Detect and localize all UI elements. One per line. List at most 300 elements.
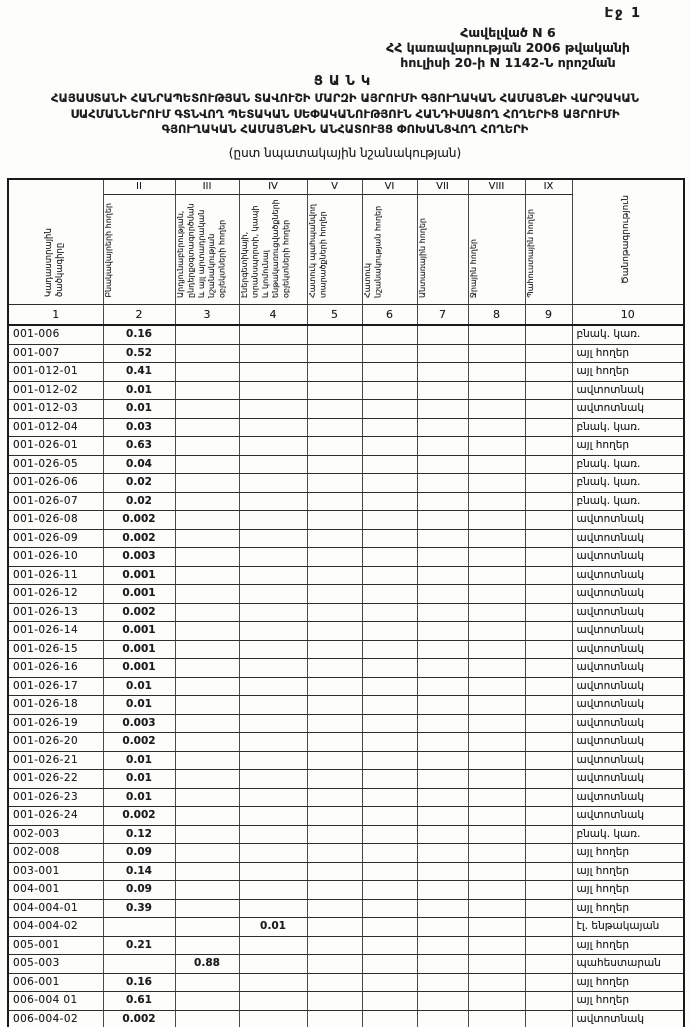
appendix-line: Հավելված N 6 <box>460 25 556 40</box>
cell-residential: 0.003 <box>103 548 175 567</box>
cell-industrial: 0.88 <box>175 955 239 974</box>
cell-industrial <box>175 344 239 363</box>
cell-energy-transport <box>239 659 307 678</box>
cell-note: այլ հողեր <box>572 363 684 382</box>
cell-note: ավտոտնակ <box>572 585 684 604</box>
cell-water <box>468 418 525 437</box>
cell-water <box>468 566 525 585</box>
cell-energy-transport <box>239 881 307 900</box>
cell-forest <box>417 881 468 900</box>
cell-residential: 0.01 <box>103 400 175 419</box>
cell-industrial <box>175 881 239 900</box>
cell-special-purpose <box>362 788 417 807</box>
cell-special-purpose <box>362 325 417 344</box>
cell-code: 001-006 <box>8 325 103 344</box>
cell-reserve <box>525 640 572 659</box>
cell-residential: 0.02 <box>103 474 175 493</box>
cell-reserve <box>525 363 572 382</box>
cell-special-purpose <box>362 770 417 789</box>
cell-reserve <box>525 1010 572 1027</box>
roman-numeral: III <box>175 179 239 195</box>
table-row <box>8 807 684 826</box>
cell-water <box>468 825 525 844</box>
cell-industrial <box>175 511 239 530</box>
cell-energy-transport <box>239 622 307 641</box>
cell-energy-transport <box>239 381 307 400</box>
appendix-line: հուլիսի 20-ի N 1142-Ն որոշման <box>400 54 616 70</box>
roman-numeral: IV <box>239 179 307 195</box>
cell-forest <box>417 918 468 937</box>
cell-reserve <box>525 325 572 344</box>
heading-subtitle: (ըստ նպատակային նշանակության) <box>228 146 462 160</box>
cell-residential: 0.01 <box>103 788 175 807</box>
cell-note: ավտոտնակ <box>572 381 684 400</box>
table-row <box>8 381 684 400</box>
table-row <box>8 325 684 344</box>
cell-special-purpose <box>362 529 417 548</box>
cell-reserve <box>525 696 572 715</box>
cell-residential: 0.52 <box>103 344 175 363</box>
cell-code: 001-026-09 <box>8 529 103 548</box>
cell-industrial <box>175 770 239 789</box>
cell-water <box>468 585 525 604</box>
col-header-energy-transport: Էներգետիկայի, տրանսպորտի, կապի և կոմունալ ենթակառուցվածքների օբյեկտների հողեր <box>239 195 307 305</box>
cell-special-purpose <box>362 344 417 363</box>
cell-forest <box>417 511 468 530</box>
cell-reserve <box>525 899 572 918</box>
cell-special-purpose <box>362 936 417 955</box>
column-number: 1 <box>8 305 103 326</box>
cell-protected-areas <box>307 603 362 622</box>
cell-code: 001-026-07 <box>8 492 103 511</box>
cell-energy-transport <box>239 770 307 789</box>
table-row <box>8 566 684 585</box>
cell-code: 001-026-19 <box>8 714 103 733</box>
column-number: 3 <box>175 305 239 326</box>
cell-protected-areas <box>307 381 362 400</box>
table-row <box>8 585 684 604</box>
cell-residential: 0.16 <box>103 973 175 992</box>
table-row <box>8 400 684 419</box>
cell-note: պահեստարան <box>572 955 684 974</box>
cell-reserve <box>525 862 572 881</box>
cell-reserve <box>525 973 572 992</box>
table-row <box>8 548 684 567</box>
cell-energy-transport <box>239 677 307 696</box>
cell-special-purpose <box>362 955 417 974</box>
cell-water <box>468 640 525 659</box>
table-row <box>8 733 684 752</box>
cell-code: 006-004-02 <box>8 1010 103 1027</box>
cell-water <box>468 381 525 400</box>
cell-water <box>468 973 525 992</box>
table-row <box>8 603 684 622</box>
cell-protected-areas <box>307 918 362 937</box>
roman-numeral: VII <box>417 179 468 195</box>
cell-protected-areas <box>307 844 362 863</box>
table-header <box>8 179 684 325</box>
cell-code: 001-026-23 <box>8 788 103 807</box>
cell-reserve <box>525 770 572 789</box>
page-number: Էջ 1 <box>604 6 642 21</box>
cell-residential: 0.002 <box>103 807 175 826</box>
cell-forest <box>417 474 468 493</box>
cell-reserve <box>525 474 572 493</box>
cell-protected-areas <box>307 751 362 770</box>
cell-energy-transport <box>239 807 307 826</box>
cell-protected-areas <box>307 474 362 493</box>
cell-protected-areas <box>307 400 362 419</box>
cell-code: 001-026-18 <box>8 696 103 715</box>
cell-special-purpose <box>362 844 417 863</box>
cell-reserve <box>525 437 572 456</box>
table-row <box>8 918 684 937</box>
cell-reserve <box>525 381 572 400</box>
cell-residential: 0.09 <box>103 881 175 900</box>
cell-water <box>468 992 525 1011</box>
cell-energy-transport <box>239 325 307 344</box>
cell-code: 004-004-02 <box>8 918 103 937</box>
cell-special-purpose <box>362 622 417 641</box>
cell-forest <box>417 492 468 511</box>
cell-note: բնակ. կառ. <box>572 325 684 344</box>
cell-special-purpose <box>362 825 417 844</box>
table-row <box>8 696 684 715</box>
cell-forest <box>417 788 468 807</box>
cell-special-purpose <box>362 659 417 678</box>
cell-reserve <box>525 548 572 567</box>
cell-note: այլ հողեր <box>572 844 684 863</box>
cell-residential: 0.003 <box>103 714 175 733</box>
cell-reserve <box>525 659 572 678</box>
cell-code: 001-026-10 <box>8 548 103 567</box>
cell-protected-areas <box>307 511 362 530</box>
cell-water <box>468 936 525 955</box>
cell-code: 005-001 <box>8 936 103 955</box>
cell-code: 001-026-14 <box>8 622 103 641</box>
cell-special-purpose <box>362 1010 417 1027</box>
cell-residential: 0.03 <box>103 418 175 437</box>
cell-energy-transport <box>239 474 307 493</box>
cell-forest <box>417 770 468 789</box>
cell-reserve <box>525 511 572 530</box>
cell-industrial <box>175 696 239 715</box>
cell-forest <box>417 455 468 474</box>
cell-protected-areas <box>307 585 362 604</box>
cell-forest <box>417 955 468 974</box>
cell-protected-areas <box>307 899 362 918</box>
cell-protected-areas <box>307 325 362 344</box>
cell-protected-areas <box>307 344 362 363</box>
column-number: 7 <box>417 305 468 326</box>
roman-numeral: V <box>307 179 362 195</box>
cell-industrial <box>175 677 239 696</box>
cell-code: 001-026-16 <box>8 659 103 678</box>
table-row <box>8 955 684 974</box>
roman-numeral: II <box>103 179 175 195</box>
cell-code: 001-026-06 <box>8 474 103 493</box>
cell-protected-areas <box>307 622 362 641</box>
cell-water <box>468 844 525 863</box>
cell-water <box>468 770 525 789</box>
cell-residential <box>103 955 175 974</box>
cell-forest <box>417 418 468 437</box>
cell-reserve <box>525 881 572 900</box>
cell-code: 005-003 <box>8 955 103 974</box>
cell-residential: 0.001 <box>103 640 175 659</box>
cell-special-purpose <box>362 603 417 622</box>
table-row <box>8 437 684 456</box>
cell-energy-transport <box>239 363 307 382</box>
column-number: 9 <box>525 305 572 326</box>
cell-special-purpose <box>362 733 417 752</box>
cell-industrial <box>175 548 239 567</box>
cell-special-purpose <box>362 992 417 1011</box>
cell-note: ավտոտնակ <box>572 622 684 641</box>
cell-energy-transport <box>239 714 307 733</box>
cell-industrial <box>175 918 239 937</box>
cell-industrial <box>175 492 239 511</box>
cell-reserve <box>525 733 572 752</box>
cell-residential: 0.01 <box>103 770 175 789</box>
roman-numeral: VIII <box>468 179 525 195</box>
cell-note: բնակ. կառ. <box>572 455 684 474</box>
cell-energy-transport <box>239 418 307 437</box>
cell-note: բնակ. կառ. <box>572 418 684 437</box>
cell-note: ավտոտնակ <box>572 548 684 567</box>
cell-industrial <box>175 733 239 752</box>
cell-water <box>468 751 525 770</box>
cell-reserve <box>525 400 572 419</box>
cell-code: 001-026-22 <box>8 770 103 789</box>
cell-forest <box>417 807 468 826</box>
cell-energy-transport <box>239 640 307 659</box>
cell-code: 001-026-17 <box>8 677 103 696</box>
cell-energy-transport <box>239 788 307 807</box>
cell-energy-transport <box>239 733 307 752</box>
cell-protected-areas <box>307 807 362 826</box>
column-number: 10 <box>572 305 684 326</box>
col-header-forest: Անտառային հողեր <box>417 195 468 305</box>
cell-residential: 0.002 <box>103 733 175 752</box>
cell-special-purpose <box>362 437 417 456</box>
table-row <box>8 659 684 678</box>
cell-forest <box>417 862 468 881</box>
cell-code: 002-003 <box>8 825 103 844</box>
cell-protected-areas <box>307 973 362 992</box>
cell-protected-areas <box>307 548 362 567</box>
cell-note: էլ. ենթակայան <box>572 918 684 937</box>
cell-reserve <box>525 492 572 511</box>
cell-special-purpose <box>362 400 417 419</box>
table-row <box>8 862 684 881</box>
cell-note: ավտոտնակ <box>572 807 684 826</box>
cell-note: բնակ. կառ. <box>572 825 684 844</box>
cell-industrial <box>175 973 239 992</box>
cell-energy-transport <box>239 862 307 881</box>
cell-code: 003-001 <box>8 862 103 881</box>
cell-protected-areas <box>307 881 362 900</box>
cell-energy-transport <box>239 344 307 363</box>
cell-code: 001-012-04 <box>8 418 103 437</box>
cell-special-purpose <box>362 918 417 937</box>
cell-special-purpose <box>362 862 417 881</box>
cell-note: ավտոտնակ <box>572 714 684 733</box>
cell-industrial <box>175 640 239 659</box>
cell-water <box>468 548 525 567</box>
cell-note: ավտոտնակ <box>572 603 684 622</box>
cell-code: 006-004 01 <box>8 992 103 1011</box>
roman-numeral-row <box>8 179 684 195</box>
table-row <box>8 844 684 863</box>
cell-industrial <box>175 899 239 918</box>
cell-note: ավտոտնակ <box>572 566 684 585</box>
cell-forest <box>417 1010 468 1027</box>
column-number: 2 <box>103 305 175 326</box>
land-parcels-table <box>7 178 685 1027</box>
table-row <box>8 714 684 733</box>
cell-note: այլ հողեր <box>572 881 684 900</box>
cell-water <box>468 807 525 826</box>
cell-water <box>468 881 525 900</box>
cell-note: ավտոտնակ <box>572 677 684 696</box>
cell-note: ավտոտնակ <box>572 770 684 789</box>
cell-special-purpose <box>362 363 417 382</box>
cell-industrial <box>175 788 239 807</box>
cell-note: ավտոտնակ <box>572 640 684 659</box>
cell-protected-areas <box>307 418 362 437</box>
table-row <box>8 899 684 918</box>
cell-industrial <box>175 363 239 382</box>
cell-protected-areas <box>307 363 362 382</box>
cell-forest <box>417 363 468 382</box>
heading-line: ԳՅՈՒՂԱԿԱՆ ՀԱՄԱՅՆՔԻՆ ԱՆՀԱՏՈՒՅՑ ՓՈԽԱՆՑՎՈՂ ՀՈՂԵՐԻ <box>161 122 529 137</box>
cell-energy-transport <box>239 566 307 585</box>
cell-special-purpose <box>362 751 417 770</box>
cell-special-purpose <box>362 381 417 400</box>
cell-reserve <box>525 603 572 622</box>
cell-energy-transport <box>239 936 307 955</box>
cell-industrial <box>175 936 239 955</box>
cell-protected-areas <box>307 955 362 974</box>
table-row <box>8 529 684 548</box>
cell-note: ավտոտնակ <box>572 696 684 715</box>
cell-special-purpose <box>362 585 417 604</box>
cell-water <box>468 529 525 548</box>
table-row <box>8 1010 684 1027</box>
col-header-note: Ծանոթագրություն <box>572 179 684 305</box>
cell-special-purpose <box>362 418 417 437</box>
cell-protected-areas <box>307 640 362 659</box>
cell-energy-transport <box>239 696 307 715</box>
cell-reserve <box>525 585 572 604</box>
cell-code: 001-026-08 <box>8 511 103 530</box>
cell-industrial <box>175 437 239 456</box>
cell-reserve <box>525 566 572 585</box>
cell-code: 001-026-15 <box>8 640 103 659</box>
cell-reserve <box>525 825 572 844</box>
cell-residential: 0.41 <box>103 363 175 382</box>
cell-code: 001-026-11 <box>8 566 103 585</box>
cell-code: 001-007 <box>8 344 103 363</box>
cell-forest <box>417 325 468 344</box>
table-row <box>8 363 684 382</box>
cell-residential: 0.16 <box>103 325 175 344</box>
cell-code: 002-008 <box>8 844 103 863</box>
cell-forest <box>417 603 468 622</box>
cell-forest <box>417 585 468 604</box>
cell-energy-transport <box>239 548 307 567</box>
cell-energy-transport <box>239 492 307 511</box>
cell-residential: 0.21 <box>103 936 175 955</box>
cell-energy-transport <box>239 585 307 604</box>
cell-special-purpose <box>362 455 417 474</box>
cell-reserve <box>525 622 572 641</box>
cell-forest <box>417 825 468 844</box>
table-row <box>8 881 684 900</box>
cell-energy-transport <box>239 400 307 419</box>
cell-water <box>468 325 525 344</box>
cell-industrial <box>175 418 239 437</box>
cell-code: 001-026-20 <box>8 733 103 752</box>
column-number: 5 <box>307 305 362 326</box>
cell-code: 001-012-02 <box>8 381 103 400</box>
cell-note: այլ հողեր <box>572 437 684 456</box>
cell-special-purpose <box>362 492 417 511</box>
cell-reserve <box>525 936 572 955</box>
cell-industrial <box>175 825 239 844</box>
cell-reserve <box>525 344 572 363</box>
column-number: 8 <box>468 305 525 326</box>
cell-energy-transport <box>239 992 307 1011</box>
cell-reserve <box>525 788 572 807</box>
cell-forest <box>417 936 468 955</box>
table-row <box>8 677 684 696</box>
cell-special-purpose <box>362 881 417 900</box>
cell-industrial <box>175 381 239 400</box>
page-title: ՑԱՆԿ <box>313 74 377 89</box>
table-row <box>8 751 684 770</box>
cell-reserve <box>525 418 572 437</box>
cell-water <box>468 918 525 937</box>
cell-protected-areas <box>307 455 362 474</box>
cell-protected-areas <box>307 677 362 696</box>
cell-note: այլ հողեր <box>572 973 684 992</box>
cell-protected-areas <box>307 714 362 733</box>
cell-energy-transport <box>239 511 307 530</box>
cell-protected-areas <box>307 733 362 752</box>
cell-water <box>468 899 525 918</box>
cell-residential: 0.01 <box>103 696 175 715</box>
cell-energy-transport <box>239 844 307 863</box>
cell-forest <box>417 751 468 770</box>
cell-note: ավտոտնակ <box>572 529 684 548</box>
cell-energy-transport <box>239 751 307 770</box>
cell-code: 001-026-12 <box>8 585 103 604</box>
roman-numeral: IX <box>525 179 572 195</box>
cell-energy-transport <box>239 955 307 974</box>
table-row <box>8 474 684 493</box>
cell-forest <box>417 677 468 696</box>
cell-note: ավտոտնակ <box>572 751 684 770</box>
cell-water <box>468 788 525 807</box>
cell-energy-transport <box>239 825 307 844</box>
table-row <box>8 455 684 474</box>
cell-special-purpose <box>362 973 417 992</box>
cell-industrial <box>175 807 239 826</box>
cell-residential: 0.001 <box>103 622 175 641</box>
cell-special-purpose <box>362 899 417 918</box>
